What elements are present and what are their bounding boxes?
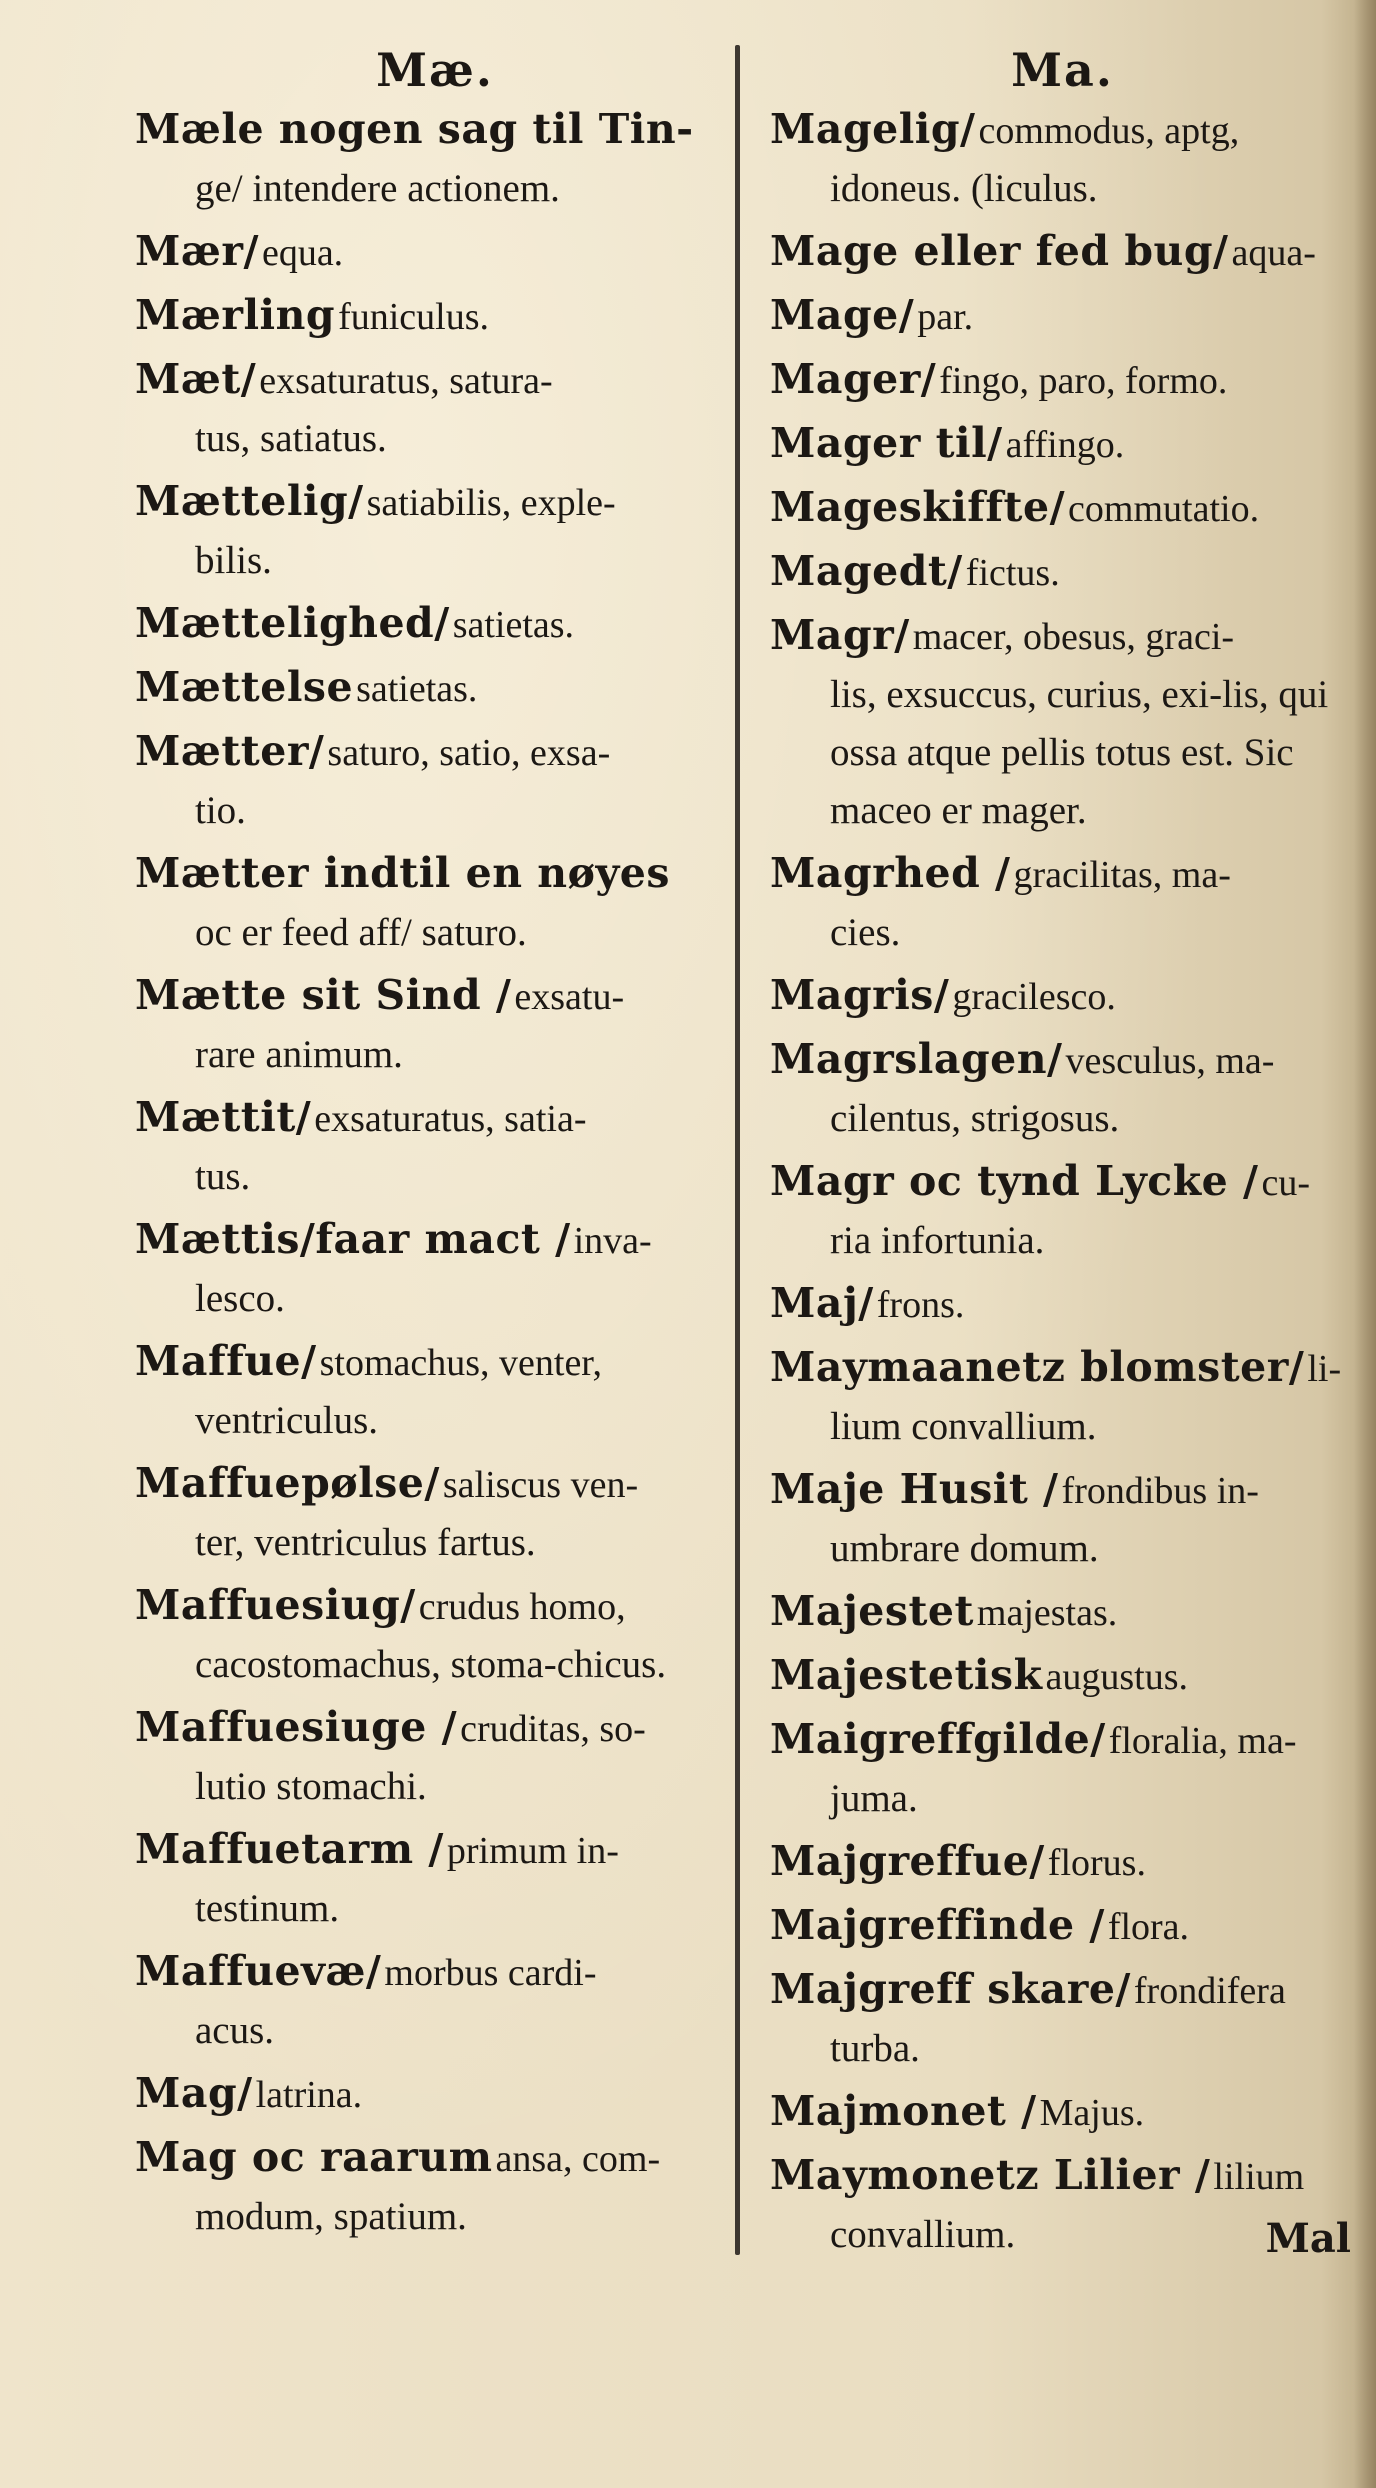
- entry-continuation: lutio stomachi.: [195, 1765, 427, 1808]
- entry-gloss: funiculus.: [338, 296, 490, 338]
- entry-headword: Mættit/: [135, 1093, 312, 1141]
- dictionary-entry: [770, 1582, 1355, 1642]
- entry-gloss: Majus.: [1039, 2092, 1145, 2134]
- entry-headword: Mæle nogen sag til Tin-: [135, 105, 694, 153]
- dictionary-entry: [770, 966, 1355, 1026]
- entry-gloss: frondifera: [1133, 1970, 1286, 2012]
- dictionary-entry: [770, 350, 1355, 410]
- dictionary-entry: [770, 414, 1355, 474]
- entry-continuation: tio.: [195, 789, 246, 832]
- entry-continuation: bilis.: [195, 539, 272, 582]
- entry-gloss: primum in-: [446, 1830, 619, 1872]
- entry-gloss: exsatu-: [514, 976, 625, 1018]
- entry-headword: Mær/: [135, 227, 259, 275]
- dictionary-entry: [770, 222, 1355, 282]
- entry-headword: Magrhed /: [770, 849, 1011, 897]
- entry-headword: Magrslagen/: [770, 1035, 1063, 1083]
- dictionary-entry: [770, 2082, 1355, 2142]
- entry-headword: Majgreff skare/: [770, 1965, 1131, 2013]
- entry-gloss: exsaturatus, satia-: [314, 1098, 587, 1140]
- entry-gloss: [694, 110, 697, 152]
- dictionary-entry: [135, 472, 735, 590]
- entry-gloss: floralia, ma-: [1108, 1720, 1297, 1762]
- entry-headword: Majestet: [770, 1587, 974, 1635]
- left-column: [135, 40, 735, 2250]
- entry-gloss: lilium: [1213, 2156, 1305, 2198]
- entry-headword: Mag oc raarum: [135, 2133, 493, 2181]
- entry-headword: Magris/: [770, 971, 950, 1019]
- dictionary-entry: [135, 100, 735, 218]
- entry-gloss: par.: [917, 296, 974, 338]
- entry-gloss: frons.: [876, 1284, 965, 1326]
- dictionary-entry: [770, 1896, 1355, 1956]
- entry-gloss: crudus homo,: [418, 1586, 626, 1628]
- right-column: [770, 40, 1355, 2268]
- entry-headword: Mættelig/: [135, 477, 364, 525]
- entry-gloss: morbus cardi-: [384, 1952, 597, 1994]
- dictionary-entry: [135, 1332, 735, 1450]
- dictionary-entry: [135, 2128, 735, 2246]
- dictionary-entry: [770, 1460, 1355, 1578]
- entry-headword: Mag/: [135, 2069, 253, 2117]
- entry-gloss: fictus.: [965, 552, 1060, 594]
- entry-continuation: idoneus. (liculus.: [830, 167, 1098, 210]
- entry-gloss: gracilitas, ma-: [1013, 854, 1231, 896]
- dictionary-entry: [770, 1030, 1355, 1148]
- dictionary-entry: [770, 1152, 1355, 1270]
- entry-headword: Mæt/: [135, 355, 257, 403]
- entry-gloss: satietas.: [356, 668, 478, 710]
- entry-continuation: cilentus, strigosus.: [830, 1097, 1120, 1140]
- entry-gloss: macer, obesus, graci-: [912, 616, 1235, 658]
- entry-gloss: equa.: [261, 232, 344, 274]
- entry-headword: Maffuesiug/: [135, 1581, 416, 1629]
- dictionary-entry: [135, 286, 735, 346]
- catchword: Mal: [1265, 2215, 1351, 2262]
- entry-headword: Maffuepølse/: [135, 1459, 440, 1507]
- dictionary-entry: [135, 222, 735, 282]
- dictionary-entry: [135, 1576, 735, 1694]
- entry-gloss: commodus, aptg,: [978, 110, 1240, 152]
- entry-headword: Mætter indtil en nøyes: [135, 849, 670, 897]
- entry-headword: Mættelighed/: [135, 599, 450, 647]
- entry-headword: Magr oc tynd Lycke /: [770, 1157, 1259, 1205]
- entry-headword: Maj/: [770, 1279, 874, 1327]
- dictionary-entry: [135, 1088, 735, 1206]
- entry-headword: Mætte sit Sind /: [135, 971, 512, 1019]
- dictionary-entry: [135, 658, 735, 718]
- entry-continuation: ter, ventriculus fartus.: [195, 1521, 536, 1564]
- entry-continuation: lis, exsuccus, curius, exi-lis, qui ossa atque pellis totus est. Sic maceo er mager.: [830, 673, 1329, 832]
- entry-headword: Magr/: [770, 611, 910, 659]
- entry-headword: Mage/: [770, 291, 915, 339]
- entry-headword: Maje Husit /: [770, 1465, 1059, 1513]
- entry-gloss: cu-: [1261, 1162, 1311, 1204]
- entry-headword: Mættelse: [135, 663, 354, 711]
- dictionary-entry: [770, 1338, 1355, 1456]
- entry-continuation: rare animum.: [195, 1033, 403, 1076]
- column-divider: [735, 45, 740, 2255]
- dictionary-entry: [770, 286, 1355, 346]
- entry-continuation: acus.: [195, 2009, 275, 2052]
- dictionary-entry: [135, 722, 735, 840]
- dictionary-entry: [770, 478, 1355, 538]
- dictionary-entry: [770, 542, 1355, 602]
- entry-continuation: tus, satiatus.: [195, 417, 387, 460]
- entry-headword: Magedt/: [770, 547, 963, 595]
- entry-gloss: satietas.: [452, 604, 575, 646]
- dictionary-entry: [135, 594, 735, 654]
- dictionary-entry: [135, 1698, 735, 1816]
- entry-headword: Maffue/: [135, 1337, 317, 1385]
- dictionary-entry: [770, 606, 1355, 840]
- entry-headword: Maffuetarm /: [135, 1825, 444, 1873]
- entry-gloss: inva-: [573, 1220, 652, 1262]
- dictionary-entry: [135, 2064, 735, 2124]
- entry-headword: Maymonetz Lilier /: [770, 2151, 1211, 2199]
- entry-gloss: exsaturatus, satura-: [259, 360, 553, 402]
- dictionary-entry: [770, 1646, 1355, 1706]
- dictionary-entry: [135, 1942, 735, 2060]
- entry-headword: Majgreffinde /: [770, 1901, 1105, 1949]
- entry-continuation: lesco.: [195, 1277, 285, 1320]
- entry-gloss: vesculus, ma-: [1065, 1040, 1275, 1082]
- entry-gloss: commutatio.: [1068, 488, 1260, 530]
- entry-continuation: ge/ intendere actionem.: [195, 167, 560, 210]
- entry-continuation: testinum.: [195, 1887, 340, 1930]
- entry-headword: Majestetisk: [770, 1651, 1043, 1699]
- dictionary-entry: [770, 1274, 1355, 1334]
- entry-continuation: lium convallium.: [830, 1405, 1097, 1448]
- dictionary-entry: [135, 844, 735, 962]
- entry-gloss: fingo, paro, formo.: [939, 360, 1228, 402]
- entry-gloss: cruditas, so-: [460, 1708, 646, 1750]
- entry-headword: Mætter/: [135, 727, 325, 775]
- entry-gloss: majestas.: [976, 1592, 1118, 1634]
- entry-continuation: cies.: [830, 911, 901, 954]
- entry-gloss: [670, 854, 673, 896]
- entry-headword: Magelig/: [770, 105, 976, 153]
- entry-headword: Mager til/: [770, 419, 1003, 467]
- dictionary-entry: [770, 1710, 1355, 1828]
- entry-continuation: convallium.: [830, 2213, 1016, 2256]
- entry-gloss: li-: [1307, 1348, 1342, 1390]
- right-running-head: Ma.: [1011, 43, 1114, 97]
- dictionary-entry: [135, 1210, 735, 1328]
- entry-gloss: aqua-: [1231, 232, 1316, 274]
- entry-gloss: gracilesco.: [952, 976, 1116, 1018]
- entry-gloss: ansa, com-: [495, 2138, 661, 2180]
- entry-headword: Mageskiffte/: [770, 483, 1066, 531]
- entry-headword: Majgreffue/: [770, 1837, 1045, 1885]
- entry-gloss: saturo, satio, exsa-: [327, 732, 611, 774]
- entry-continuation: cacostomachus, stoma-chicus.: [195, 1643, 667, 1686]
- entry-headword: Mærling: [135, 291, 336, 339]
- entry-gloss: flora.: [1107, 1906, 1190, 1948]
- entry-headword: Mager/: [770, 355, 937, 403]
- entry-gloss: florus.: [1047, 1842, 1146, 1884]
- entry-gloss: saliscus ven-: [442, 1464, 639, 1506]
- left-running-head: Mæ.: [376, 43, 494, 97]
- entry-continuation: juma.: [830, 1777, 918, 1820]
- entry-headword: Maigreffgilde/: [770, 1715, 1106, 1763]
- left-entry-list: [135, 100, 735, 2246]
- dictionary-entry: [770, 1832, 1355, 1892]
- entry-gloss: satiabilis, exple-: [366, 482, 616, 524]
- entry-headword: Maffuevæ/: [135, 1947, 382, 1995]
- entry-headword: Mage eller fed bug/: [770, 227, 1229, 275]
- dictionary-entry: [770, 100, 1355, 218]
- entry-continuation: turba.: [830, 2027, 920, 2070]
- entry-gloss: stomachus, venter,: [319, 1342, 602, 1384]
- entry-headword: Majmonet /: [770, 2087, 1037, 2135]
- entry-gloss: affingo.: [1005, 424, 1125, 466]
- entry-headword: Mættis/faar mact /: [135, 1215, 571, 1263]
- entry-gloss: frondibus in-: [1061, 1470, 1259, 1512]
- right-entry-list: [770, 100, 1355, 2264]
- dictionary-entry: [135, 966, 735, 1084]
- dictionary-entry: [135, 1820, 735, 1938]
- dictionary-entry: [135, 350, 735, 468]
- page-edge-shadow: [1354, 0, 1376, 2488]
- dictionary-entry: [135, 1454, 735, 1572]
- dictionary-entry: [770, 1960, 1355, 2078]
- entry-continuation: ventriculus.: [195, 1399, 379, 1442]
- entry-continuation: ria infortunia.: [830, 1219, 1045, 1262]
- entry-gloss: latrina.: [255, 2074, 363, 2116]
- entry-gloss: augustus.: [1045, 1656, 1188, 1698]
- dictionary-entry: [770, 844, 1355, 962]
- entry-continuation: umbrare domum.: [830, 1527, 1099, 1570]
- entry-continuation: tus.: [195, 1155, 251, 1198]
- entry-headword: Maffuesiuge /: [135, 1703, 458, 1751]
- entry-headword: Maymaanetz blomster/: [770, 1343, 1305, 1391]
- entry-continuation: oc er feed aff/ saturo.: [195, 911, 527, 954]
- entry-continuation: modum, spatium.: [195, 2195, 467, 2238]
